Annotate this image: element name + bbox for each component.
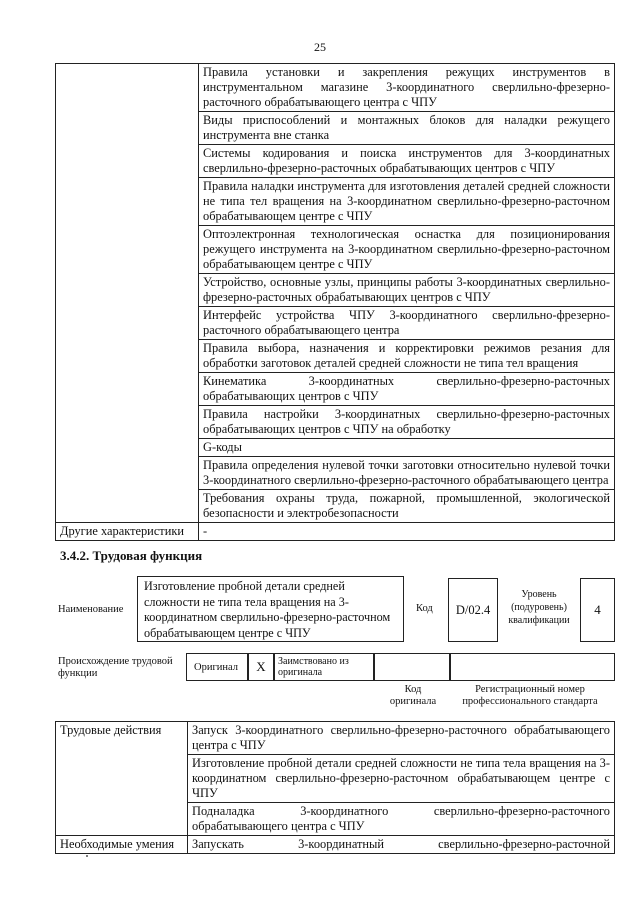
original-mark-cell: X — [248, 653, 274, 681]
level-value-box: 4 — [580, 578, 615, 642]
knowledge-item: Требования охраны труда, пожарной, промышленной, экологической безопасности и электробезопасности — [199, 490, 615, 523]
knowledge-item: Кинематика 3-координатных сверлильно-фрезерно-расточных обрабатывающих центров с ЧПУ — [199, 373, 615, 406]
knowledge-item: Системы кодирования и поиска инструментов для 3-координатных сверлильно-фрезерно-расточных обрабатывающих центров с ЧПУ — [199, 145, 615, 178]
knowledge-item: Оптоэлектронная технологическая оснастка для позиционирования режущего инструмента на 3-координатном сверлильно-фрезерно-расточном обрабатывающем центре с ЧПУ — [199, 226, 615, 274]
knowledge-item: Правила настройки 3-координатных сверлильно-фрезерно-расточных обрабатывающих центров с ЧПУ на обработку — [199, 406, 615, 439]
knowledge-item: Правила определения нулевой точки заготовки относительно нулевой точки 3-координатного сверлильно-фрезерно-расточного обрабатывающего центра — [199, 457, 615, 490]
origin-row — [186, 653, 615, 681]
function-name-box: Изготовление пробной детали средней сложности не типа тела вращения на 3-координатном сверлильно-фрезерно-расточном обрабатывающем центре с ЧПУ — [137, 576, 404, 642]
skills-label: Необходимые умения — [56, 836, 188, 854]
knowledge-item: Интерфейс устройства ЧПУ 3-координатного сверлильно-фрезерно-расточного обрабатывающего центра — [199, 307, 615, 340]
actions-table — [55, 721, 615, 854]
action-item: Подналадка 3-координатного сверлильно-фрезерно-расточного обрабатывающего центра с ЧПУ — [188, 803, 615, 836]
reg-number-cell — [450, 653, 615, 681]
knowledge-item: Правила наладки инструмента для изготовления деталей средней сложности не типа тел вращения на 3-координатном сверлильно-фрезерно-расточном обрабатывающем центре с ЧПУ — [199, 178, 615, 226]
other-label: Другие характеристики — [56, 523, 199, 541]
origin-label: Происхождение трудовой функции — [58, 656, 173, 679]
stray-dot — [86, 855, 88, 857]
borrowed-cell: Заимствовано из оригинала — [274, 653, 374, 681]
knowledge-label-cell — [56, 64, 199, 523]
skills-row — [56, 836, 615, 854]
reg-number-label: Регистрационный номер профессионального стандарта — [462, 684, 598, 707]
name-label: Наименование — [58, 604, 124, 615]
knowledge-item: G-коды — [199, 439, 615, 457]
action-item: Запуск 3-координатного сверлильно-фрезерно-расточного обрабатывающего центра с ЧПУ — [188, 722, 615, 755]
other-characteristics-row — [56, 523, 615, 541]
code-original-cell — [374, 653, 450, 681]
knowledge-table — [55, 63, 615, 541]
action-row — [56, 722, 615, 755]
function-code-box: D/02.4 — [448, 578, 498, 642]
knowledge-item: Виды приспособлений и монтажных блоков для наладки режущего инструмента вне станка — [199, 112, 615, 145]
knowledge-item: Правила выбора, назначения и корректировки режимов резания для обработки заготовок деталей средней сложности не типа тел вращения — [199, 340, 615, 373]
actions-label: Трудовые действия — [56, 722, 188, 836]
knowledge-item: Устройство, основные узлы, принципы работы 3-координатных сверлильно-фрезерно-расточных обрабатывающих центров с ЧПУ — [199, 274, 615, 307]
skill-item: Запускать 3-координатный сверлильно-фрезерно-расточной — [188, 836, 615, 854]
other-value: - — [199, 523, 615, 541]
page-number: 25 — [314, 40, 326, 54]
section-heading: 3.4.2. Трудовая функция — [60, 548, 203, 563]
action-item: Изготовление пробной детали средней сложности не типа тела вращения на 3-координатном сверлильно-фрезерно-расточном обрабатывающем центре с ЧПУ — [188, 755, 615, 803]
knowledge-row — [56, 64, 615, 112]
knowledge-item: Правила установки и закрепления режущих инструментов в инструментальном магазине 3-координатного сверлильно-фрезерно-расточного обрабатывающего центра с ЧПУ — [199, 64, 615, 112]
code-label: Код — [416, 603, 433, 614]
level-label: Уровень (подуровень) квалификации — [508, 589, 570, 626]
original-cell: Оригинал — [186, 653, 248, 681]
code-original-label: Код оригинала — [389, 684, 437, 707]
